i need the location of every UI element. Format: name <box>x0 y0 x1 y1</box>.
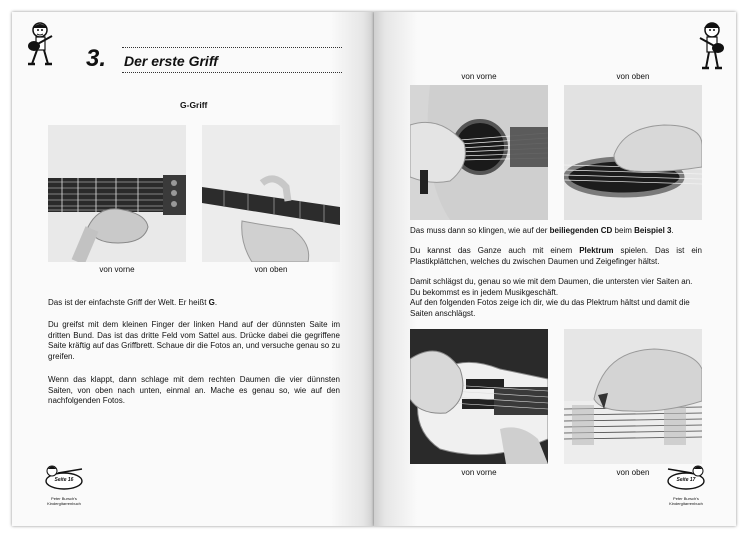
photo-g-chord-top <box>202 125 340 262</box>
plektrum-label: Plektrum <box>579 246 614 255</box>
intro-period: . <box>214 298 218 307</box>
footer-page-badge <box>664 465 708 506</box>
paragraph-photos-hint: Auf den folgenden Fotos zeige ich dir, wie du das Plektrum hältst und damit die Saiten anschlägst. <box>410 298 690 318</box>
photo-caption-front: von vorne <box>99 265 135 274</box>
title-dotted-line-bottom <box>122 72 342 73</box>
right-page <box>374 12 736 526</box>
cd-label: beiliegenden CD <box>549 226 613 235</box>
bottom-caption-top: von oben <box>616 468 650 477</box>
left-page <box>12 12 374 526</box>
guitar-mascot-icon <box>22 20 58 68</box>
title-dotted-line-top <box>122 47 342 48</box>
photo-pick-top <box>564 329 702 464</box>
footer-book-title: Kindergitarrenbuch <box>47 501 81 506</box>
top-caption-top: von oben <box>616 72 650 81</box>
footer-page-badge <box>42 465 86 506</box>
photo-pick-front <box>410 329 548 464</box>
chapter-title: Der erste Griff <box>124 53 218 69</box>
bottom-caption-front: von vorne <box>461 468 497 477</box>
paragraph-strumming: Wenn das klappt, dann schlage mit dem rechten Daumen die vier dünnsten Saiten, von oben nach unten, einmal an. Mache es genau so, wie auf den nachfolgenden Fotos. <box>48 375 340 405</box>
example-label: Beispiel 3 <box>634 226 672 235</box>
section-title: G-Griff <box>180 100 208 110</box>
cd-period: . <box>671 226 674 235</box>
footer-author: Peter Bursch's <box>51 496 77 501</box>
paragraph-intro <box>48 298 340 309</box>
footer-page-number: Seite 17 <box>676 477 696 483</box>
cd-text: Das muss dann so klingen, wie auf der <box>410 226 550 235</box>
chapter-number: 3. <box>86 45 107 72</box>
footer-author: Peter Bursch's <box>673 496 699 501</box>
paragraph-strum-strings: Damit schlägst du, genau so wie mit dem Daumen, die untersten vier Saiten an. Du bekommst es in jedem Musikgeschäft. <box>410 277 693 297</box>
intro-text: Das ist der einfachste Griff der Welt. Er heißt <box>48 298 209 307</box>
photo-caption-top: von oben <box>254 265 288 274</box>
paragraph-plektrum <box>410 246 702 267</box>
cd-text-2: beim <box>612 226 635 235</box>
guitar-mascot-icon <box>694 20 730 72</box>
book-spread <box>12 12 736 526</box>
chord-name: G <box>208 298 215 307</box>
photo-thumb-strum-front <box>410 85 548 220</box>
footer-book-title: Kindergitarrenbuch <box>669 501 703 506</box>
paragraph-cd-reference <box>410 226 702 237</box>
paragraph-fingering: Du greifst mit dem kleinen Finger der linken Hand auf der dünnsten Saite im dritten Bund. Das ist das dritte Feld vom Sattel aus. Drücke dabei die gegriffene Saite kräftig auf das Griffbrett. Schaue dir die Fotos an, und versuche genau so zu greifen. <box>48 320 340 361</box>
plektrum-text: Du kannst das Ganze auch mit einem <box>410 246 580 255</box>
plektrum-text-2: spielen. Das ist ein Plastikplättchen, welches du zwischen Daumen und Zeigefinger hältst. <box>410 246 702 266</box>
top-caption-front: von vorne <box>461 72 497 81</box>
photo-thumb-strum-top <box>564 85 702 220</box>
photo-g-chord-front <box>48 125 186 262</box>
footer-page-number: Seite 16 <box>54 477 74 483</box>
